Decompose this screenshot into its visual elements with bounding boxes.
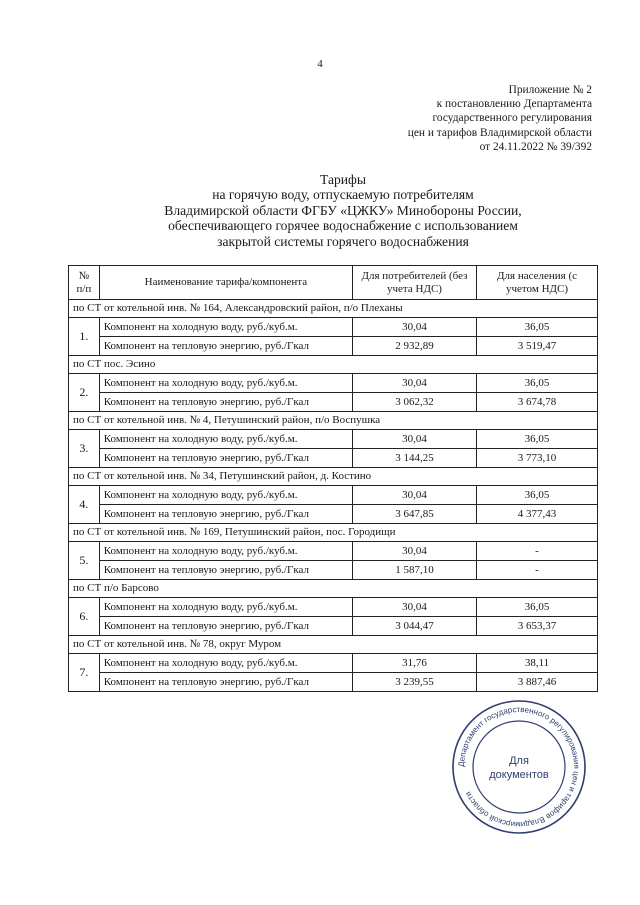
- appendix-line: к постановлению Департамента: [436, 98, 592, 111]
- component-name: Компонент на тепловую энергию, руб./Гкал: [99, 449, 352, 468]
- section-row: [69, 356, 598, 374]
- component-name: Компонент на холодную воду, руб./куб.м.: [99, 486, 352, 505]
- consumers-value: 2 932,89: [352, 337, 476, 356]
- component-name: Компонент на холодную воду, руб./куб.м.: [99, 430, 352, 449]
- table-row: [69, 673, 598, 692]
- table-row: [69, 318, 598, 337]
- table-row: [69, 374, 598, 393]
- section-row: [69, 412, 598, 430]
- consumers-value: 30,04: [352, 318, 476, 337]
- table-row: [69, 598, 598, 617]
- population-value: 36,05: [477, 598, 598, 617]
- section-row: [69, 524, 598, 542]
- appendix-line: Приложение № 2: [508, 84, 592, 96]
- population-value: 38,11: [477, 654, 598, 673]
- population-value: 3 887,46: [477, 673, 598, 692]
- consumers-value: 3 044,47: [352, 617, 476, 636]
- page-number: 4: [317, 58, 323, 70]
- population-value: 3 519,47: [477, 337, 598, 356]
- table-row: [69, 654, 598, 673]
- population-value: 36,05: [477, 430, 598, 449]
- population-value: -: [477, 561, 598, 580]
- appendix-header: [408, 83, 592, 154]
- consumers-value: 3 647,85: [352, 505, 476, 524]
- document-title: [0, 172, 640, 249]
- table-row: [69, 449, 598, 468]
- section-title: по СТ п/о Барсово: [69, 580, 598, 598]
- component-name: Компонент на холодную воду, руб./куб.м.: [99, 654, 352, 673]
- table-row: [69, 430, 598, 449]
- appendix-line: от 24.11.2022 № 39/392: [479, 140, 592, 153]
- population-value: 4 377,43: [477, 505, 598, 524]
- population-value: 36,05: [477, 318, 598, 337]
- row-number: 6.: [69, 598, 100, 636]
- header-name: Наименование тарифа/компонента: [99, 266, 352, 300]
- stamp-inner-ring: [473, 721, 565, 813]
- section-row: [69, 580, 598, 598]
- section-row: [69, 300, 598, 318]
- population-value: 3 653,37: [477, 617, 598, 636]
- stamp-ring-text: Департамент государственного регулирования цен и тарифов Владимирской области: [456, 704, 582, 830]
- component-name: Компонент на тепловую энергию, руб./Гкал: [99, 561, 352, 580]
- consumers-value: 30,04: [352, 598, 476, 617]
- component-name: Компонент на тепловую энергию, руб./Гкал: [99, 673, 352, 692]
- title-line: Тарифы: [319, 172, 366, 187]
- table-row: [69, 337, 598, 356]
- component-name: Компонент на тепловую энергию, руб./Гкал: [99, 337, 352, 356]
- component-name: Компонент на тепловую энергию, руб./Гкал: [99, 505, 352, 524]
- header-population: Для населения (с учетом НДС): [477, 266, 598, 300]
- section-title: по СТ от котельной инв. № 4, Петушинский район, п/о Воспушка: [69, 412, 598, 430]
- section-title: по СТ от котельной инв. № 34, Петушинский район, д. Костино: [69, 468, 598, 486]
- stamp-center-line2: документов: [489, 769, 549, 781]
- consumers-value: 3 144,25: [352, 449, 476, 468]
- table-row: [69, 393, 598, 412]
- section-row: [69, 636, 598, 654]
- component-name: Компонент на тепловую энергию, руб./Гкал: [99, 393, 352, 412]
- row-number: 1.: [69, 318, 100, 356]
- appendix-line: цен и тарифов Владимирской области: [407, 126, 592, 139]
- population-value: -: [477, 542, 598, 561]
- stamp-graphic: [450, 698, 588, 836]
- population-value: 3 674,78: [477, 393, 598, 412]
- component-name: Компонент на холодную воду, руб./куб.м.: [99, 374, 352, 393]
- title-line: на горячую воду, отпускаемую потребителям: [212, 187, 474, 203]
- appendix-line: государственного регулирования: [432, 112, 592, 125]
- title-line: закрытой системы горячего водоснабжения: [217, 233, 469, 249]
- row-number: 3.: [69, 430, 100, 468]
- table-row: [69, 561, 598, 580]
- consumers-value: 1 587,10: [352, 561, 476, 580]
- section-title: по СТ от котельной инв. № 169, Петушинский район, пос. Городищи: [69, 524, 598, 542]
- component-name: Компонент на холодную воду, руб./куб.м.: [99, 318, 352, 337]
- row-number: 5.: [69, 542, 100, 580]
- row-number: 7.: [69, 654, 100, 692]
- consumers-value: 3 239,55: [352, 673, 476, 692]
- table-row: [69, 486, 598, 505]
- table-row: [69, 617, 598, 636]
- row-number: 2.: [69, 374, 100, 412]
- population-value: 36,05: [477, 486, 598, 505]
- stamp: [450, 698, 588, 836]
- section-row: [69, 468, 598, 486]
- population-value: 3 773,10: [477, 449, 598, 468]
- row-number: 4.: [69, 486, 100, 524]
- header-consumers: Для потребителей (без учета НДС): [352, 266, 476, 300]
- section-title: по СТ от котельной инв. № 164, Александровский район, п/о Плеханы: [69, 300, 598, 318]
- consumers-value: 30,04: [352, 486, 476, 505]
- consumers-value: 30,04: [352, 430, 476, 449]
- header-num: № п/п: [69, 266, 100, 300]
- table-header-row: [69, 266, 598, 300]
- title-line: обеспечивающего горячее водоснабжение с использованием: [168, 218, 518, 234]
- table-row: [69, 505, 598, 524]
- consumers-value: 30,04: [352, 374, 476, 393]
- tariffs-table: [68, 265, 598, 692]
- component-name: Компонент на тепловую энергию, руб./Гкал: [99, 617, 352, 636]
- section-title: по СТ пос. Эсино: [69, 356, 598, 374]
- stamp-center-line1: Для: [509, 755, 529, 767]
- consumers-value: 31,76: [352, 654, 476, 673]
- consumers-value: 30,04: [352, 542, 476, 561]
- consumers-value: 3 062,32: [352, 393, 476, 412]
- population-value: 36,05: [477, 374, 598, 393]
- component-name: Компонент на холодную воду, руб./куб.м.: [99, 542, 352, 561]
- title-line: Владимирской области ФГБУ «ЦЖКУ» Минобороны России,: [164, 202, 522, 218]
- table-row: [69, 542, 598, 561]
- section-title: по СТ от котельной инв. № 78, округ Муром: [69, 636, 598, 654]
- component-name: Компонент на холодную воду, руб./куб.м.: [99, 598, 352, 617]
